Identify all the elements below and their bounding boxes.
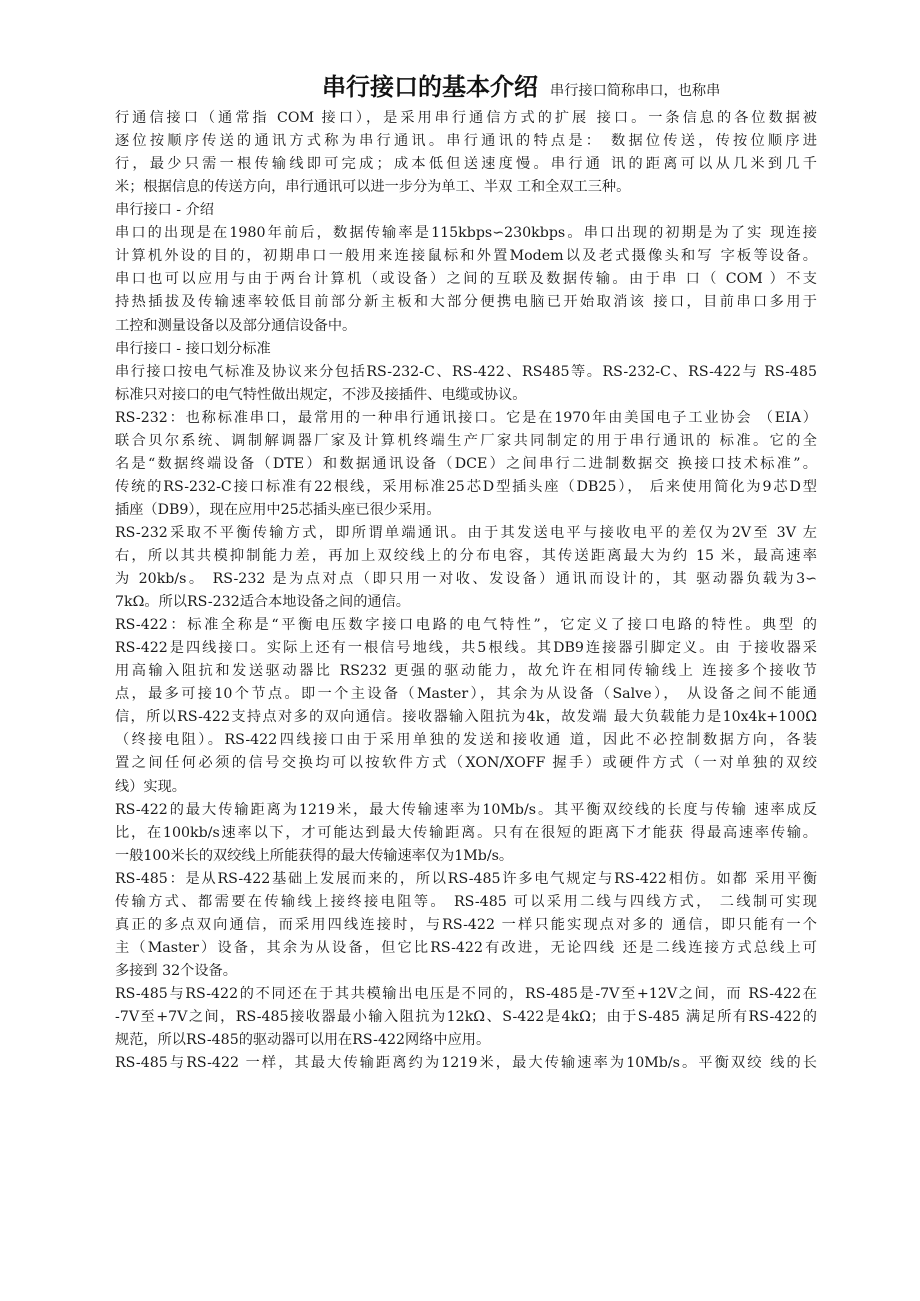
- text-line: 逐位按顺序传送的通讯方式称为串行通讯。串行通讯的特点是： 数据位传送，传按位顺序进: [115, 133, 817, 150]
- text-line: 标准只对接口的电气特性做出规定，不涉及接插件、电缆或协议。: [115, 386, 527, 403]
- text-line: RS-485与RS-422的不同还在于其共模输出电压是不同的，RS-485是-7V至+12V之间，而 RS-422在: [115, 985, 817, 1002]
- text-line: 串口也可以应用与由于两台计算机（或设备）之间的互联及数据传输。由于串 口（ COM ）不支: [115, 271, 817, 288]
- page-title: 串行接口的基本介绍: [322, 73, 538, 101]
- text-line: 联合贝尔系统、调制解调器厂家及计算机终端生产厂家共同制定的用于串行通讯的 标准。它的全: [115, 432, 817, 449]
- intro-first-line: 串行接口简称串口，也称串: [550, 83, 721, 99]
- text-line: 串行接口按电气标准及协议来分包括RS-232-C、RS-422、RS485等。RS-232-C、RS-422与 RS-485: [115, 363, 817, 380]
- text-line: -7V至+7V之间，RS-485接收器最小输入阻抗为12kΩ、S-422是4kΩ；由于S-485 满足所有RS-422的: [115, 1009, 817, 1025]
- text-line: 置之间任何必须的信号交换均可以按软件方式（XON/XOFF 握手）或硬件方式（一对单独的双绞: [115, 755, 817, 772]
- text-line: 信，所以RS-422支持点对多的双向通信。接收器输入阻抗为4k，故发端 最大负载能力是10x4k+100Ω: [115, 709, 817, 726]
- text-line: （终接电阻）。RS-422四线接口由于采用单独的发送和接收通 道，因此不必控制数据方向，各装: [115, 732, 817, 749]
- text-line: 真正的多点双向通信，而采用四线连接时，与RS-422 一样只能实现点对多的 通信，即只能有一个: [115, 916, 817, 933]
- text-line: RS-232：也称标准串口，最常用的一种串行通讯接口。它是在1970年由美国电子工业协会 （EIA）: [115, 409, 817, 426]
- text-line: 串口的出现是在1980年前后，数据传输率是115kbps∽230kbps。串口出现的初期是为了实 现连接: [115, 225, 817, 242]
- text-line: 持热插拔及传输速率较低目前部分新主板和大部分便携电脑已开始取消该 接口，目前串口多用于: [115, 294, 817, 311]
- title-row: [322, 70, 822, 104]
- text-line: 一般100米长的双绞线上所能获得的最大传输速率仅为1Mb/s。: [115, 847, 514, 864]
- text-line: 计算机外设的目的，初期串口一般用来连接鼠标和外置Modem以及老式摄像头和写 字板等设备。: [115, 248, 817, 265]
- text-line: 为 20kb/s。 RS-232 是为点对点（即只用一对收、发设备）通讯而设计的，其 驱动器负载为3∽: [115, 571, 817, 587]
- text-line: 线）实现。: [115, 778, 186, 795]
- text-line: 串行接口 - 介绍: [115, 202, 214, 219]
- text-line: 规范，所以RS-485的驱动器可以用在RS-422网络中应用。: [115, 1032, 491, 1048]
- text-line: RS-485与RS-422 一样，其最大传输距离约为1219米，最大传输速率为10Mb/s。平衡双绞 线的长: [115, 1055, 817, 1072]
- text-line: 右，所以其共模抑制能力差，再加上双绞线上的分布电容，其传送距离最大为约 15 米，最高速率: [115, 548, 817, 564]
- text-line: 米；根据信息的传送方向，串行通讯可以进一步分为单工、半双 工和全双工三种。: [115, 179, 631, 196]
- text-line: RS-422：标准全称是“平衡电压数字接口电路的电气特性”，它定义了接口电路的特性。典型 的: [115, 617, 817, 634]
- text-line: 用高输入阻抗和发送驱动器比 RS232 更强的驱动能力，故允许在相同传输线上 连接多个接收节: [115, 663, 817, 680]
- text-line: 名是“数据终端设备（DTE）和数据通讯设备（DCE）之间串行二进制数据交 换接口技术标准”。: [115, 455, 817, 472]
- text-line: 传输方式、都需要在传输线上接终接电阻等。 RS-485 可以采用二线与四线方式， 二线制可实现: [115, 893, 817, 910]
- text-line: 多接到 32个设备。: [115, 962, 237, 979]
- text-line: RS-232采取不平衡传输方式，即所谓单端通讯。由于其发送电平与接收电平的差仅为2V至 3V 左: [115, 524, 817, 541]
- text-line: 传统的RS-232-C接口标准有22根线，采用标准25芯D型插头座（DB25）， 后来使用简化为9芯D型: [115, 478, 817, 495]
- text-line: RS-422的最大传输距离为1219米，最大传输速率为10Mb/s。其平衡双绞线的长度与传输 速率成反: [115, 801, 817, 818]
- text-line: 行通信接口（通常指 COM 接口），是采用串行通信方式的扩展 接口。一条信息的各位数据被: [115, 110, 817, 126]
- text-line: RS-422是四线接口。实际上还有一根信号地线，共5根线。其DB9连接器引脚定义。由 于接收器采: [115, 640, 817, 657]
- text-line: 串行接口 - 接口划分标准: [115, 340, 271, 357]
- text-line: RS-485：是从RS-422基础上发展而来的，所以RS-485许多电气规定与RS-422相仿。如都 采用平衡: [115, 870, 817, 887]
- text-line: 点，最多可接10个节点。即一个主设备（Master），其余为从设备（Salve）， 从设备之间不能通: [115, 686, 817, 703]
- text-line: 比，在100kb/s速率以下，才可能达到最大传输距离。只有在很短的距离下才能获 得最高速率传输。: [115, 824, 817, 841]
- text-line: 工控和测量设备以及部分通信设备中。: [115, 317, 357, 334]
- text-line: 主（Master）设备，其余为从设备，但它比RS-422有改进，无论四线 还是二线连接方式总线上可: [115, 939, 817, 956]
- text-line: 行，最少只需一根传输线即可完成；成本低但送速度慢。串行通 讯的距离可以从几米到几千: [115, 156, 817, 173]
- text-line: 插座（DB9），现在应用中25芯插头座已很少采用。: [115, 501, 441, 518]
- text-line: 7kΩ。所以RS-232适合本地设备之间的通信。: [115, 594, 410, 610]
